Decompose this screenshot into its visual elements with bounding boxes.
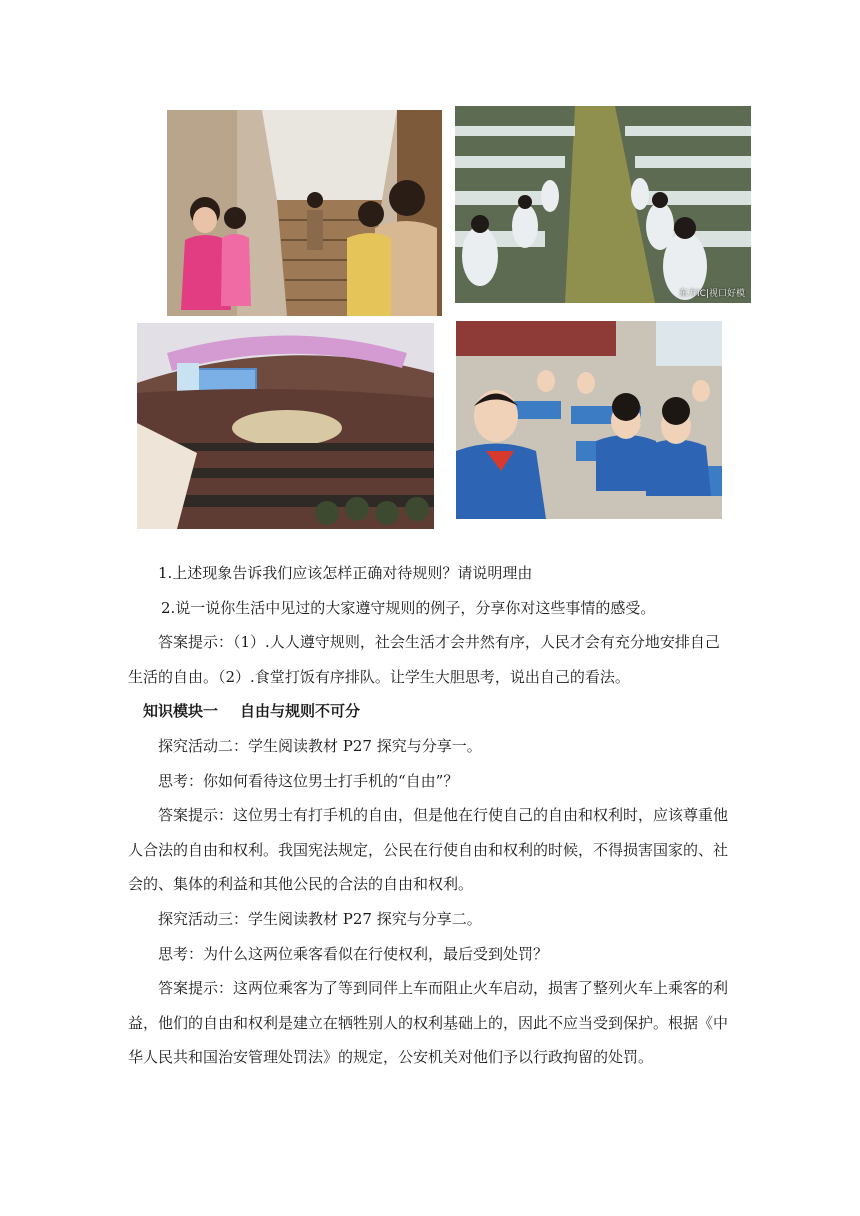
photo-watermark: 东方IC|视口好模 — [679, 289, 745, 299]
activity-3-question: 思考：为什么这两位乘客看似在行使权利，最后受到处罚？ — [158, 944, 549, 963]
activity-2-intro: 探究活动二：学生阅读教材 P27 探究与分享一。 — [158, 736, 482, 755]
module-title: 自由与规则不可分 — [240, 702, 361, 721]
auditorium-meeting-photo — [137, 323, 434, 529]
question-1: 1.上述现象告诉我们应该怎样正确对待规则？请说明理由 — [158, 564, 533, 582]
activity-2-question: 思考：你如何看待这位男士打手机的“自由”？ — [158, 771, 459, 790]
knowledge-module-heading — [128, 694, 734, 729]
document-body — [128, 556, 734, 1075]
question-2: 2.说一说你生活中见过的大家遵守规则的例子，分享你对这些事情的感受。 — [161, 598, 656, 617]
activity-3-answer: 答案提示：这两位乘客为了等到同伴上车而阻止火车启动，损害了整列火车上乘客的利益，他们的自由和权利是建立在牺牲别人的权利基础上的，因此不应当受到保护。根据《中华人民共和国治安管理处罚法》的规定，公安机关对他们予以行政拘留的处罚。 — [128, 979, 729, 1067]
answer-hint-1: 答案提示：（1）.人人遵守规则，社会生活才会井然有序，人民才会有充分地安排自己生活的自由。（2）.食堂打饭有序排队。让学生大胆思考，说出自己的看法。 — [128, 633, 720, 686]
students-classroom-photo — [456, 321, 722, 519]
factory-workers-photo — [455, 106, 751, 303]
children-climbing-stairs-photo — [167, 110, 442, 316]
activity-2-answer: 答案提示：这位男士有打手机的自由，但是他在行使自己的自由和权利时，应该尊重他人合法的自由和权利。我国宪法规定，公民在行使自由和权利的时候，不得损害国家的、社会的、集体的利益和其他公民的合法的自由和权利。 — [128, 806, 729, 894]
activity-3-intro: 探究活动三：学生阅读教材 P27 探究与分享二。 — [158, 909, 482, 928]
module-label: 知识模块一 — [143, 702, 219, 721]
